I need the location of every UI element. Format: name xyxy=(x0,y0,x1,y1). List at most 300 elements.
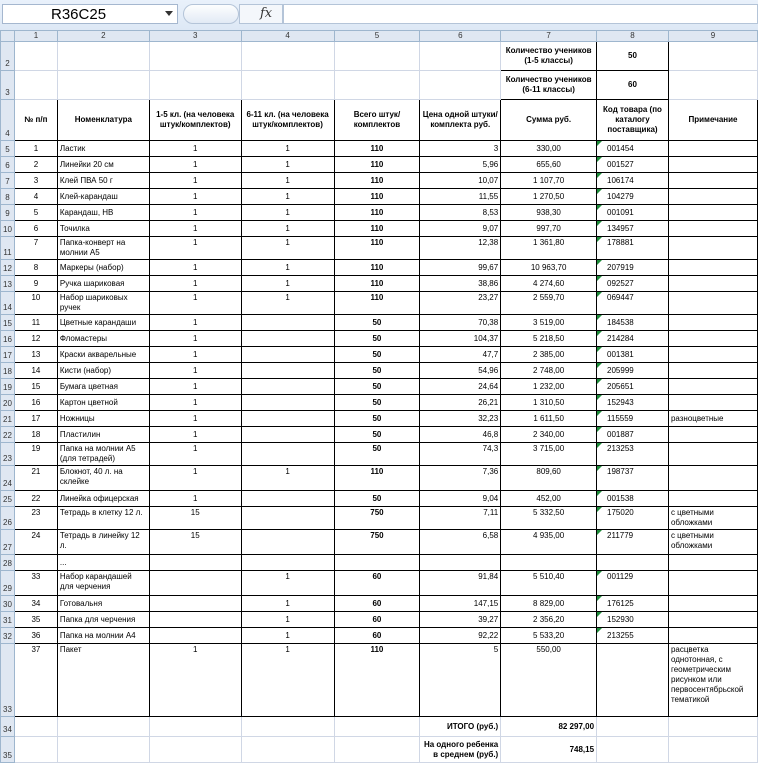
row-header[interactable]: 23 xyxy=(1,443,15,466)
row-header[interactable]: 15 xyxy=(1,315,15,331)
item-total[interactable]: 110 xyxy=(334,292,420,315)
item-qty-1-5[interactable]: 1 xyxy=(149,443,241,466)
item-note[interactable]: с цветными обложками xyxy=(668,530,757,555)
item-total[interactable]: 110 xyxy=(334,276,420,292)
item-qty-6-11[interactable] xyxy=(241,315,334,331)
item-code[interactable]: 001538 xyxy=(597,491,669,507)
item-name[interactable]: Цветные карандаши xyxy=(57,315,149,331)
item-name[interactable]: Тетрадь в линейку 12 л. xyxy=(57,530,149,555)
item-note[interactable] xyxy=(668,331,757,347)
item-price[interactable]: 39,27 xyxy=(420,612,501,628)
header-sum[interactable]: Сумма руб. xyxy=(501,100,597,141)
item-note[interactable] xyxy=(668,491,757,507)
row-header[interactable]: 16 xyxy=(1,331,15,347)
cell[interactable] xyxy=(14,71,57,100)
item-qty-1-5[interactable]: 1 xyxy=(149,157,241,173)
item-sum[interactable] xyxy=(501,555,597,571)
item-sum[interactable]: 3 519,00 xyxy=(501,315,597,331)
item-note[interactable] xyxy=(668,571,757,596)
item-sum[interactable]: 5 533,20 xyxy=(501,628,597,644)
header-grades-1-5[interactable]: 1-5 кл. (на человека штук/комплектов) xyxy=(149,100,241,141)
cell[interactable] xyxy=(149,42,241,71)
item-number[interactable]: 15 xyxy=(14,379,57,395)
cell[interactable] xyxy=(668,717,757,737)
cell[interactable] xyxy=(668,42,757,71)
item-qty-1-5[interactable]: 1 xyxy=(149,173,241,189)
item-qty-6-11[interactable]: 1 xyxy=(241,596,334,612)
cell[interactable] xyxy=(668,737,757,763)
item-number[interactable]: 13 xyxy=(14,347,57,363)
item-sum[interactable]: 2 748,00 xyxy=(501,363,597,379)
item-note[interactable] xyxy=(668,205,757,221)
item-qty-6-11[interactable]: 1 xyxy=(241,205,334,221)
item-price[interactable]: 11,55 xyxy=(420,189,501,205)
item-note[interactable] xyxy=(668,141,757,157)
item-sum[interactable]: 1 310,50 xyxy=(501,395,597,411)
item-number[interactable]: 35 xyxy=(14,612,57,628)
item-qty-1-5[interactable]: 1 xyxy=(149,276,241,292)
item-price[interactable]: 3 xyxy=(420,141,501,157)
item-qty-6-11[interactable] xyxy=(241,395,334,411)
item-qty-1-5[interactable]: 1 xyxy=(149,292,241,315)
item-qty-1-5[interactable]: 1 xyxy=(149,189,241,205)
item-price[interactable]: 10,07 xyxy=(420,173,501,189)
item-qty-6-11[interactable]: 1 xyxy=(241,571,334,596)
item-total[interactable]: 50 xyxy=(334,443,420,466)
cell[interactable] xyxy=(420,42,501,71)
item-sum[interactable]: 2 356,20 xyxy=(501,612,597,628)
item-note[interactable] xyxy=(668,363,757,379)
row-header[interactable]: 26 xyxy=(1,507,15,530)
item-number[interactable] xyxy=(14,555,57,571)
col-header[interactable]: 9 xyxy=(668,31,757,42)
cell[interactable] xyxy=(597,717,669,737)
item-code[interactable]: 001527 xyxy=(597,157,669,173)
cell[interactable] xyxy=(14,42,57,71)
item-code[interactable]: 104279 xyxy=(597,189,669,205)
students-value-1-5[interactable]: 50 xyxy=(597,42,669,71)
row-header[interactable]: 2 xyxy=(1,42,15,71)
item-number[interactable]: 7 xyxy=(14,237,57,260)
header-number[interactable]: № п/п xyxy=(14,100,57,141)
item-name[interactable]: Клей-карандаш xyxy=(57,189,149,205)
row-header[interactable]: 8 xyxy=(1,189,15,205)
item-total[interactable]: 50 xyxy=(334,363,420,379)
item-sum[interactable]: 2 340,00 xyxy=(501,427,597,443)
item-sum[interactable]: 1 361,80 xyxy=(501,237,597,260)
item-price[interactable]: 8,53 xyxy=(420,205,501,221)
item-sum[interactable]: 2 385,00 xyxy=(501,347,597,363)
item-qty-1-5[interactable]: 15 xyxy=(149,530,241,555)
item-qty-6-11[interactable]: 1 xyxy=(241,260,334,276)
item-qty-1-5[interactable]: 1 xyxy=(149,363,241,379)
item-price[interactable]: 54,96 xyxy=(420,363,501,379)
item-qty-1-5[interactable] xyxy=(149,571,241,596)
item-name[interactable]: Маркеры (набор) xyxy=(57,260,149,276)
row-header[interactable]: 24 xyxy=(1,466,15,491)
item-number[interactable]: 18 xyxy=(14,427,57,443)
header-grades-6-11[interactable]: 6-11 кл. (на человека штук/комплектов) xyxy=(241,100,334,141)
item-qty-6-11[interactable]: 1 xyxy=(241,221,334,237)
item-name[interactable]: Набор карандашей для черчения xyxy=(57,571,149,596)
row-header[interactable]: 11 xyxy=(1,237,15,260)
item-price[interactable]: 9,07 xyxy=(420,221,501,237)
item-code[interactable]: 069447 xyxy=(597,292,669,315)
item-code[interactable]: 001887 xyxy=(597,427,669,443)
item-note[interactable] xyxy=(668,379,757,395)
item-qty-1-5[interactable] xyxy=(149,628,241,644)
item-code[interactable]: 205999 xyxy=(597,363,669,379)
cell[interactable] xyxy=(149,71,241,100)
item-qty-1-5[interactable]: 1 xyxy=(149,491,241,507)
item-qty-6-11[interactable] xyxy=(241,530,334,555)
item-sum[interactable]: 1 270,50 xyxy=(501,189,597,205)
item-code[interactable]: 134957 xyxy=(597,221,669,237)
item-sum[interactable]: 5 218,50 xyxy=(501,331,597,347)
item-total[interactable]: 750 xyxy=(334,507,420,530)
item-sum[interactable]: 3 715,00 xyxy=(501,443,597,466)
item-number[interactable]: 11 xyxy=(14,315,57,331)
item-qty-6-11[interactable]: 1 xyxy=(241,466,334,491)
item-number[interactable]: 12 xyxy=(14,331,57,347)
item-qty-1-5[interactable]: 15 xyxy=(149,507,241,530)
item-qty-1-5[interactable]: 1 xyxy=(149,347,241,363)
item-name[interactable]: Карандаш, НВ xyxy=(57,205,149,221)
item-qty-6-11[interactable]: 1 xyxy=(241,628,334,644)
row-header[interactable]: 17 xyxy=(1,347,15,363)
item-name[interactable]: Пластилин xyxy=(57,427,149,443)
item-note[interactable]: с цветными обложками xyxy=(668,507,757,530)
col-header[interactable]: 4 xyxy=(241,31,334,42)
row-header[interactable]: 20 xyxy=(1,395,15,411)
item-qty-1-5[interactable]: 1 xyxy=(149,395,241,411)
item-name[interactable]: Набор шариковых ручек xyxy=(57,292,149,315)
item-qty-6-11[interactable] xyxy=(241,507,334,530)
item-price[interactable]: 74,3 xyxy=(420,443,501,466)
cell[interactable] xyxy=(14,737,57,763)
item-sum[interactable]: 655,60 xyxy=(501,157,597,173)
item-qty-6-11[interactable] xyxy=(241,555,334,571)
item-qty-1-5[interactable] xyxy=(149,596,241,612)
item-qty-6-11[interactable] xyxy=(241,443,334,466)
item-qty-1-5[interactable]: 1 xyxy=(149,141,241,157)
item-name[interactable]: Бумага цветная xyxy=(57,379,149,395)
item-note[interactable] xyxy=(668,628,757,644)
item-total[interactable]: 110 xyxy=(334,237,420,260)
item-total[interactable]: 60 xyxy=(334,612,420,628)
cell[interactable] xyxy=(334,737,420,763)
item-price[interactable]: 7,11 xyxy=(420,507,501,530)
item-total[interactable]: 110 xyxy=(334,260,420,276)
item-qty-6-11[interactable]: 1 xyxy=(241,292,334,315)
item-total[interactable]: 50 xyxy=(334,427,420,443)
item-total[interactable]: 50 xyxy=(334,379,420,395)
item-qty-6-11[interactable]: 1 xyxy=(241,157,334,173)
item-total[interactable]: 110 xyxy=(334,189,420,205)
item-total[interactable]: 50 xyxy=(334,395,420,411)
item-number[interactable]: 9 xyxy=(14,276,57,292)
col-header[interactable]: 2 xyxy=(57,31,149,42)
item-price[interactable]: 47,7 xyxy=(420,347,501,363)
item-number[interactable]: 36 xyxy=(14,628,57,644)
name-box[interactable] xyxy=(2,4,178,24)
item-number[interactable]: 6 xyxy=(14,221,57,237)
header-total[interactable]: Всего штук/комплектов xyxy=(334,100,420,141)
item-note[interactable] xyxy=(668,395,757,411)
header-price[interactable]: Цена одной штуки/комплекта руб. xyxy=(420,100,501,141)
item-name[interactable]: Папка на молнии А5 (для тетрадей) xyxy=(57,443,149,466)
item-total[interactable]: 60 xyxy=(334,628,420,644)
item-price[interactable]: 9,04 xyxy=(420,491,501,507)
col-header[interactable]: 8 xyxy=(597,31,669,42)
item-code[interactable]: 213253 xyxy=(597,443,669,466)
header-note[interactable]: Примечание xyxy=(668,100,757,141)
item-code[interactable]: 213255 xyxy=(597,628,669,644)
item-sum[interactable]: 8 829,00 xyxy=(501,596,597,612)
item-number[interactable]: 3 xyxy=(14,173,57,189)
item-sum[interactable]: 452,00 xyxy=(501,491,597,507)
item-name[interactable]: Кисти (набор) xyxy=(57,363,149,379)
item-name[interactable]: Ластик xyxy=(57,141,149,157)
item-sum[interactable]: 5 332,50 xyxy=(501,507,597,530)
item-name[interactable]: Линейка офицерская xyxy=(57,491,149,507)
item-name[interactable]: Фломастеры xyxy=(57,331,149,347)
item-sum[interactable]: 4 935,00 xyxy=(501,530,597,555)
item-code[interactable]: 178881 xyxy=(597,237,669,260)
item-qty-6-11[interactable]: 1 xyxy=(241,644,334,717)
item-qty-1-5[interactable]: 1 xyxy=(149,411,241,427)
item-note[interactable] xyxy=(668,260,757,276)
total-value[interactable]: 82 297,00 xyxy=(501,717,597,737)
item-name[interactable]: Папка на молнии А4 xyxy=(57,628,149,644)
item-qty-6-11[interactable] xyxy=(241,411,334,427)
item-name[interactable]: Точилка xyxy=(57,221,149,237)
item-sum[interactable]: 1 107,70 xyxy=(501,173,597,189)
students-label-6-11[interactable]: Количество учеников (6-11 классы) xyxy=(501,71,597,100)
item-total[interactable]: 110 xyxy=(334,466,420,491)
item-number[interactable]: 8 xyxy=(14,260,57,276)
item-total[interactable]: 110 xyxy=(334,221,420,237)
header-name[interactable]: Номенклатура xyxy=(57,100,149,141)
item-total[interactable] xyxy=(334,555,420,571)
item-qty-6-11[interactable] xyxy=(241,331,334,347)
item-qty-6-11[interactable] xyxy=(241,347,334,363)
row-header[interactable]: 32 xyxy=(1,628,15,644)
item-price[interactable] xyxy=(420,555,501,571)
item-qty-6-11[interactable]: 1 xyxy=(241,173,334,189)
item-code[interactable]: 211779 xyxy=(597,530,669,555)
item-number[interactable]: 1 xyxy=(14,141,57,157)
row-header[interactable]: 22 xyxy=(1,427,15,443)
item-total[interactable]: 750 xyxy=(334,530,420,555)
item-qty-6-11[interactable]: 1 xyxy=(241,189,334,205)
item-note[interactable] xyxy=(668,347,757,363)
item-price[interactable]: 46,8 xyxy=(420,427,501,443)
item-qty-1-5[interactable] xyxy=(149,612,241,628)
item-name[interactable]: Блокнот, 40 л. на склейке xyxy=(57,466,149,491)
item-note[interactable] xyxy=(668,555,757,571)
cell[interactable] xyxy=(241,737,334,763)
cell[interactable] xyxy=(334,717,420,737)
item-price[interactable]: 5 xyxy=(420,644,501,717)
item-name[interactable]: Папка-конверт на молнии А5 xyxy=(57,237,149,260)
insert-function-button[interactable] xyxy=(239,4,283,24)
students-label-1-5[interactable]: Количество учеников (1-5 классы) xyxy=(501,42,597,71)
item-name[interactable]: Линейки 20 см xyxy=(57,157,149,173)
item-note[interactable] xyxy=(668,189,757,205)
item-number[interactable]: 22 xyxy=(14,491,57,507)
row-header[interactable]: 31 xyxy=(1,612,15,628)
item-qty-1-5[interactable]: 1 xyxy=(149,331,241,347)
item-qty-1-5[interactable]: 1 xyxy=(149,644,241,717)
row-header[interactable]: 6 xyxy=(1,157,15,173)
item-note[interactable] xyxy=(668,596,757,612)
cell[interactable] xyxy=(334,71,420,100)
item-number[interactable]: 24 xyxy=(14,530,57,555)
item-total[interactable]: 110 xyxy=(334,141,420,157)
item-code[interactable]: 176125 xyxy=(597,596,669,612)
item-name[interactable]: Готовальня xyxy=(57,596,149,612)
cell[interactable] xyxy=(241,717,334,737)
item-price[interactable]: 7,36 xyxy=(420,466,501,491)
item-qty-1-5[interactable]: 1 xyxy=(149,379,241,395)
item-sum[interactable]: 997,70 xyxy=(501,221,597,237)
item-code[interactable]: 001454 xyxy=(597,141,669,157)
item-note[interactable] xyxy=(668,315,757,331)
item-price[interactable]: 70,38 xyxy=(420,315,501,331)
item-number[interactable]: 21 xyxy=(14,466,57,491)
row-header[interactable]: 29 xyxy=(1,571,15,596)
row-header[interactable]: 12 xyxy=(1,260,15,276)
item-qty-6-11[interactable] xyxy=(241,491,334,507)
item-code[interactable]: 152930 xyxy=(597,612,669,628)
item-name[interactable]: Краски акварельные xyxy=(57,347,149,363)
item-note[interactable] xyxy=(668,221,757,237)
item-note[interactable]: разноцветные xyxy=(668,411,757,427)
cell[interactable] xyxy=(14,717,57,737)
item-total[interactable]: 110 xyxy=(334,173,420,189)
average-label[interactable]: На одного ребенка в среднем (руб.) xyxy=(420,737,501,763)
item-note[interactable] xyxy=(668,157,757,173)
item-code[interactable]: 207919 xyxy=(597,260,669,276)
item-total[interactable]: 50 xyxy=(334,347,420,363)
cell[interactable] xyxy=(57,71,149,100)
item-name[interactable]: Тетрадь в клетку 12 л. xyxy=(57,507,149,530)
item-price[interactable]: 24,64 xyxy=(420,379,501,395)
row-header[interactable]: 14 xyxy=(1,292,15,315)
item-total[interactable]: 110 xyxy=(334,644,420,717)
row-header[interactable]: 5 xyxy=(1,141,15,157)
item-sum[interactable]: 809,60 xyxy=(501,466,597,491)
item-price[interactable]: 91,84 xyxy=(420,571,501,596)
item-name[interactable]: ... xyxy=(57,555,149,571)
item-sum[interactable]: 1 611,50 xyxy=(501,411,597,427)
item-qty-1-5[interactable]: 1 xyxy=(149,237,241,260)
row-header[interactable]: 33 xyxy=(1,644,15,717)
row-header[interactable]: 30 xyxy=(1,596,15,612)
item-code[interactable]: 205651 xyxy=(597,379,669,395)
row-header[interactable]: 4 xyxy=(1,100,15,141)
item-note[interactable] xyxy=(668,427,757,443)
item-name[interactable]: Клей ПВА 50 г xyxy=(57,173,149,189)
item-qty-6-11[interactable] xyxy=(241,363,334,379)
item-name[interactable]: Пакет xyxy=(57,644,149,717)
col-header[interactable]: 1 xyxy=(14,31,57,42)
item-total[interactable]: 50 xyxy=(334,331,420,347)
item-sum[interactable]: 550,00 xyxy=(501,644,597,717)
item-total[interactable]: 60 xyxy=(334,571,420,596)
item-price[interactable]: 92,22 xyxy=(420,628,501,644)
item-qty-6-11[interactable]: 1 xyxy=(241,612,334,628)
cell[interactable] xyxy=(241,42,334,71)
formula-bar-resize-handle[interactable] xyxy=(183,4,239,24)
item-code[interactable]: 184538 xyxy=(597,315,669,331)
row-header[interactable]: 35 xyxy=(1,737,15,763)
item-number[interactable]: 16 xyxy=(14,395,57,411)
item-note[interactable] xyxy=(668,237,757,260)
item-number[interactable]: 2 xyxy=(14,157,57,173)
item-note[interactable] xyxy=(668,443,757,466)
item-code[interactable]: 092527 xyxy=(597,276,669,292)
item-note[interactable] xyxy=(668,292,757,315)
row-header[interactable]: 9 xyxy=(1,205,15,221)
item-code[interactable]: 001129 xyxy=(597,571,669,596)
cell[interactable] xyxy=(57,737,149,763)
item-total[interactable]: 50 xyxy=(334,411,420,427)
item-name[interactable]: Ножницы xyxy=(57,411,149,427)
cell[interactable] xyxy=(149,737,241,763)
row-header[interactable]: 19 xyxy=(1,379,15,395)
item-qty-1-5[interactable]: 1 xyxy=(149,260,241,276)
row-header[interactable]: 25 xyxy=(1,491,15,507)
item-sum[interactable]: 1 232,00 xyxy=(501,379,597,395)
item-price[interactable]: 23,27 xyxy=(420,292,501,315)
cell[interactable] xyxy=(420,71,501,100)
item-number[interactable]: 19 xyxy=(14,443,57,466)
row-header[interactable]: 34 xyxy=(1,717,15,737)
row-header[interactable]: 7 xyxy=(1,173,15,189)
item-qty-6-11[interactable] xyxy=(241,379,334,395)
row-header[interactable]: 13 xyxy=(1,276,15,292)
item-qty-6-11[interactable] xyxy=(241,427,334,443)
item-qty-6-11[interactable]: 1 xyxy=(241,141,334,157)
item-price[interactable]: 5,96 xyxy=(420,157,501,173)
cell[interactable] xyxy=(334,42,420,71)
item-code[interactable] xyxy=(597,555,669,571)
item-name[interactable]: Папка для черчения xyxy=(57,612,149,628)
cell[interactable] xyxy=(668,71,757,100)
item-note[interactable] xyxy=(668,466,757,491)
item-number[interactable]: 37 xyxy=(14,644,57,717)
item-qty-1-5[interactable]: 1 xyxy=(149,466,241,491)
header-code[interactable]: Код товара (по каталогу поставщика) xyxy=(597,100,669,141)
item-sum[interactable]: 2 559,70 xyxy=(501,292,597,315)
item-code[interactable]: 106174 xyxy=(597,173,669,189)
item-price[interactable]: 147,15 xyxy=(420,596,501,612)
item-qty-1-5[interactable] xyxy=(149,555,241,571)
total-label[interactable]: ИТОГО (руб.) xyxy=(420,717,501,737)
students-value-6-11[interactable]: 60 xyxy=(597,71,669,100)
row-header[interactable]: 18 xyxy=(1,363,15,379)
item-code[interactable]: 175020 xyxy=(597,507,669,530)
item-code[interactable]: 001091 xyxy=(597,205,669,221)
col-header[interactable]: 5 xyxy=(334,31,420,42)
item-note[interactable] xyxy=(668,173,757,189)
item-number[interactable]: 4 xyxy=(14,189,57,205)
row-header[interactable]: 3 xyxy=(1,71,15,100)
item-sum[interactable]: 330,00 xyxy=(501,141,597,157)
item-name[interactable]: Ручка шариковая xyxy=(57,276,149,292)
